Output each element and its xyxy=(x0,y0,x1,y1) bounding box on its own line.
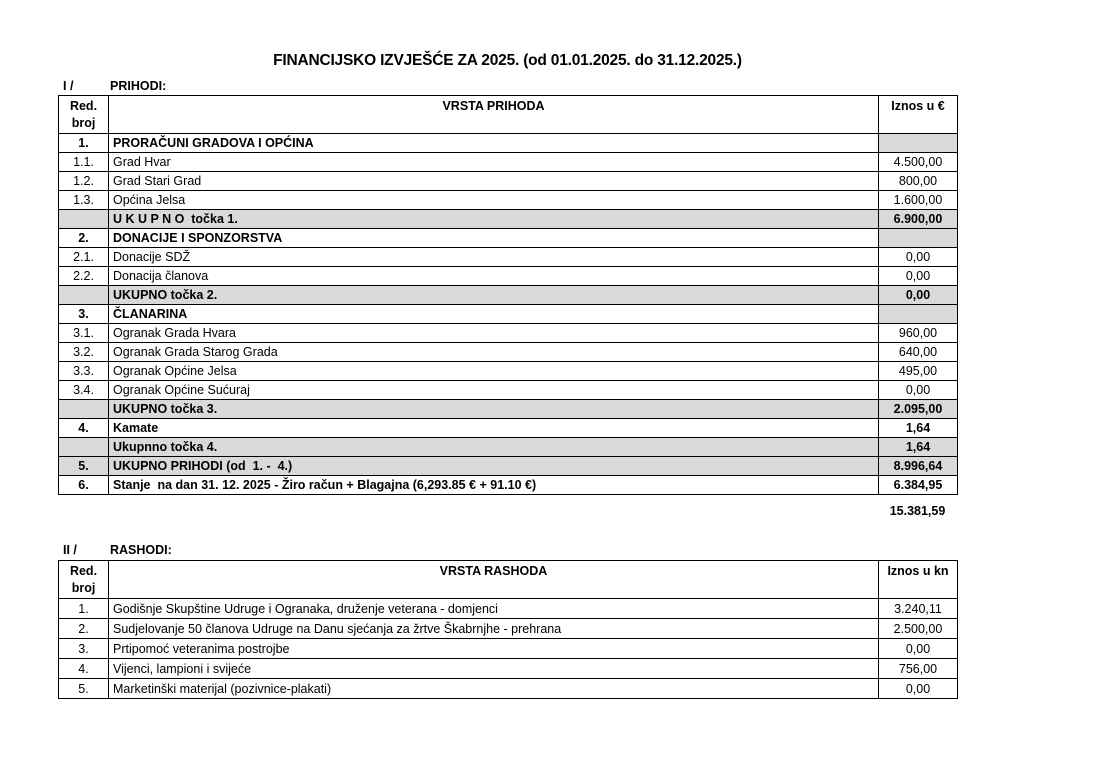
cell-amount: 1,64 xyxy=(879,438,958,457)
header-iznos-kn: Iznos u kn xyxy=(879,561,958,599)
cell-amount xyxy=(879,134,958,153)
cell-amount: 0,00 xyxy=(879,679,958,699)
table-row xyxy=(59,305,958,324)
cell-desc: Stanje na dan 31. 12. 2025 - Žiro račun + Blagajna (6,293.85 € + 91.10 €) xyxy=(109,476,879,495)
cell-num: 3.3. xyxy=(59,362,109,381)
table-row xyxy=(59,324,958,343)
cell-amount: 4.500,00 xyxy=(879,153,958,172)
cell-desc: U K U P N O točka 1. xyxy=(109,210,879,229)
cell-desc: Kamate xyxy=(109,419,879,438)
header-vrsta-prihoda: VRSTA PRIHODA xyxy=(109,96,879,134)
cell-num xyxy=(59,210,109,229)
header-red: Red. xyxy=(69,99,98,113)
cell-amount: 3.240,11 xyxy=(879,599,958,619)
cell-desc: Ogranak Općine Sućuraj xyxy=(109,381,879,400)
cell-num: 1. xyxy=(59,134,109,153)
cell-amount xyxy=(879,229,958,248)
cell-desc: PRORAČUNI GRADOVA I OPĆINA xyxy=(109,134,879,153)
cell-num xyxy=(59,286,109,305)
cell-num xyxy=(59,400,109,419)
section-heading-rashodi: RASHODI: xyxy=(110,543,172,557)
cell-num: 3.2. xyxy=(59,343,109,362)
cell-num: 4. xyxy=(59,419,109,438)
header-red-broj xyxy=(59,561,109,599)
header-iznos-eur: Iznos u € xyxy=(879,96,958,134)
cell-desc: UKUPNO točka 3. xyxy=(109,400,879,419)
cell-amount: 0,00 xyxy=(879,286,958,305)
cell-num: 5. xyxy=(59,457,109,476)
table-row xyxy=(59,476,958,495)
cell-desc: UKUPNO točka 2. xyxy=(109,286,879,305)
cell-amount: 0,00 xyxy=(879,381,958,400)
cell-desc: Grad Hvar xyxy=(109,153,879,172)
table-row xyxy=(59,343,958,362)
cell-amount: 960,00 xyxy=(879,324,958,343)
rashodi-header-row xyxy=(59,561,958,599)
table-row xyxy=(59,210,958,229)
prihodi-table xyxy=(58,95,958,495)
header-red: Red. xyxy=(69,564,98,578)
section-index-prihodi: I / xyxy=(63,79,74,93)
prihodi-header-row xyxy=(59,96,958,134)
cell-amount: 800,00 xyxy=(879,172,958,191)
cell-desc: Donacija članova xyxy=(109,267,879,286)
cell-amount: 756,00 xyxy=(879,659,958,679)
cell-amount xyxy=(879,305,958,324)
table-row xyxy=(59,191,958,210)
cell-desc: Ogranak Grada Starog Grada xyxy=(109,343,879,362)
cell-amount: 640,00 xyxy=(879,343,958,362)
table-row xyxy=(59,172,958,191)
cell-desc: Grad Stari Grad xyxy=(109,172,879,191)
cell-num: 3. xyxy=(59,305,109,324)
cell-amount: 0,00 xyxy=(879,248,958,267)
header-broj: broj xyxy=(71,581,96,595)
cell-amount: 0,00 xyxy=(879,639,958,659)
cell-desc: Općina Jelsa xyxy=(109,191,879,210)
cell-num: 3. xyxy=(59,639,109,659)
table-row xyxy=(59,599,958,619)
cell-num xyxy=(59,438,109,457)
table-row xyxy=(59,134,958,153)
table-row xyxy=(59,286,958,305)
cell-desc: Ogranak Općine Jelsa xyxy=(109,362,879,381)
table-row xyxy=(59,659,958,679)
header-broj: broj xyxy=(71,116,96,130)
table-row xyxy=(59,639,958,659)
table-row xyxy=(59,679,958,699)
cell-num: 2. xyxy=(59,619,109,639)
table-row xyxy=(59,248,958,267)
cell-amount: 2.095,00 xyxy=(879,400,958,419)
cell-desc: Ukupnno točka 4. xyxy=(109,438,879,457)
cell-num: 3.4. xyxy=(59,381,109,400)
cell-desc: ČLANARINA xyxy=(109,305,879,324)
table-row xyxy=(59,229,958,248)
grand-total-value: 15.381,59 xyxy=(889,504,946,518)
table-row xyxy=(59,419,958,438)
cell-desc: Sudjelovanje 50 članova Udruge na Danu sjećanja za žrtve Škabrnjhe - prehrana xyxy=(109,619,879,639)
section-heading-prihodi: PRIHODI: xyxy=(110,79,167,93)
cell-amount: 1.600,00 xyxy=(879,191,958,210)
header-red-broj xyxy=(59,96,109,134)
table-row xyxy=(59,457,958,476)
table-row xyxy=(59,362,958,381)
cell-desc: UKUPNO PRIHODI (od 1. - 4.) xyxy=(109,457,879,476)
table-row xyxy=(59,267,958,286)
cell-desc: Vijenci, lampioni i svijeće xyxy=(109,659,879,679)
cell-desc: Prtipomoć veteranima postrojbe xyxy=(109,639,879,659)
cell-num: 1.3. xyxy=(59,191,109,210)
cell-amount: 6.384,95 xyxy=(879,476,958,495)
cell-num: 3.1. xyxy=(59,324,109,343)
header-vrsta-rashoda: VRSTA RASHODA xyxy=(109,561,879,599)
cell-amount: 6.900,00 xyxy=(879,210,958,229)
cell-num: 2. xyxy=(59,229,109,248)
cell-amount: 0,00 xyxy=(879,267,958,286)
table-row xyxy=(59,438,958,457)
cell-num: 5. xyxy=(59,679,109,699)
cell-desc: DONACIJE I SPONZORSTVA xyxy=(109,229,879,248)
section-index-rashodi: II / xyxy=(63,543,77,557)
cell-desc: Ogranak Grada Hvara xyxy=(109,324,879,343)
cell-num: 1.2. xyxy=(59,172,109,191)
cell-amount: 495,00 xyxy=(879,362,958,381)
cell-num: 4. xyxy=(59,659,109,679)
table-row xyxy=(59,619,958,639)
cell-desc: Godišnje Skupštine Udruge i Ogranaka, druženje veterana - domjenci xyxy=(109,599,879,619)
cell-num: 2.1. xyxy=(59,248,109,267)
cell-desc: Marketinški materijal (pozivnice-plakati) xyxy=(109,679,879,699)
table-row xyxy=(59,400,958,419)
table-row xyxy=(59,381,958,400)
cell-num: 6. xyxy=(59,476,109,495)
cell-amount: 1,64 xyxy=(879,419,958,438)
cell-desc: Donacije SDŽ xyxy=(109,248,879,267)
cell-amount: 2.500,00 xyxy=(879,619,958,639)
cell-num: 1. xyxy=(59,599,109,619)
cell-num: 2.2. xyxy=(59,267,109,286)
table-row xyxy=(59,153,958,172)
cell-amount: 8.996,64 xyxy=(879,457,958,476)
rashodi-table xyxy=(58,560,958,699)
cell-num: 1.1. xyxy=(59,153,109,172)
report-title: FINANCIJSKO IZVJEŠĆE ZA 2025. (od 01.01.2025. do 31.12.2025.) xyxy=(273,52,742,69)
